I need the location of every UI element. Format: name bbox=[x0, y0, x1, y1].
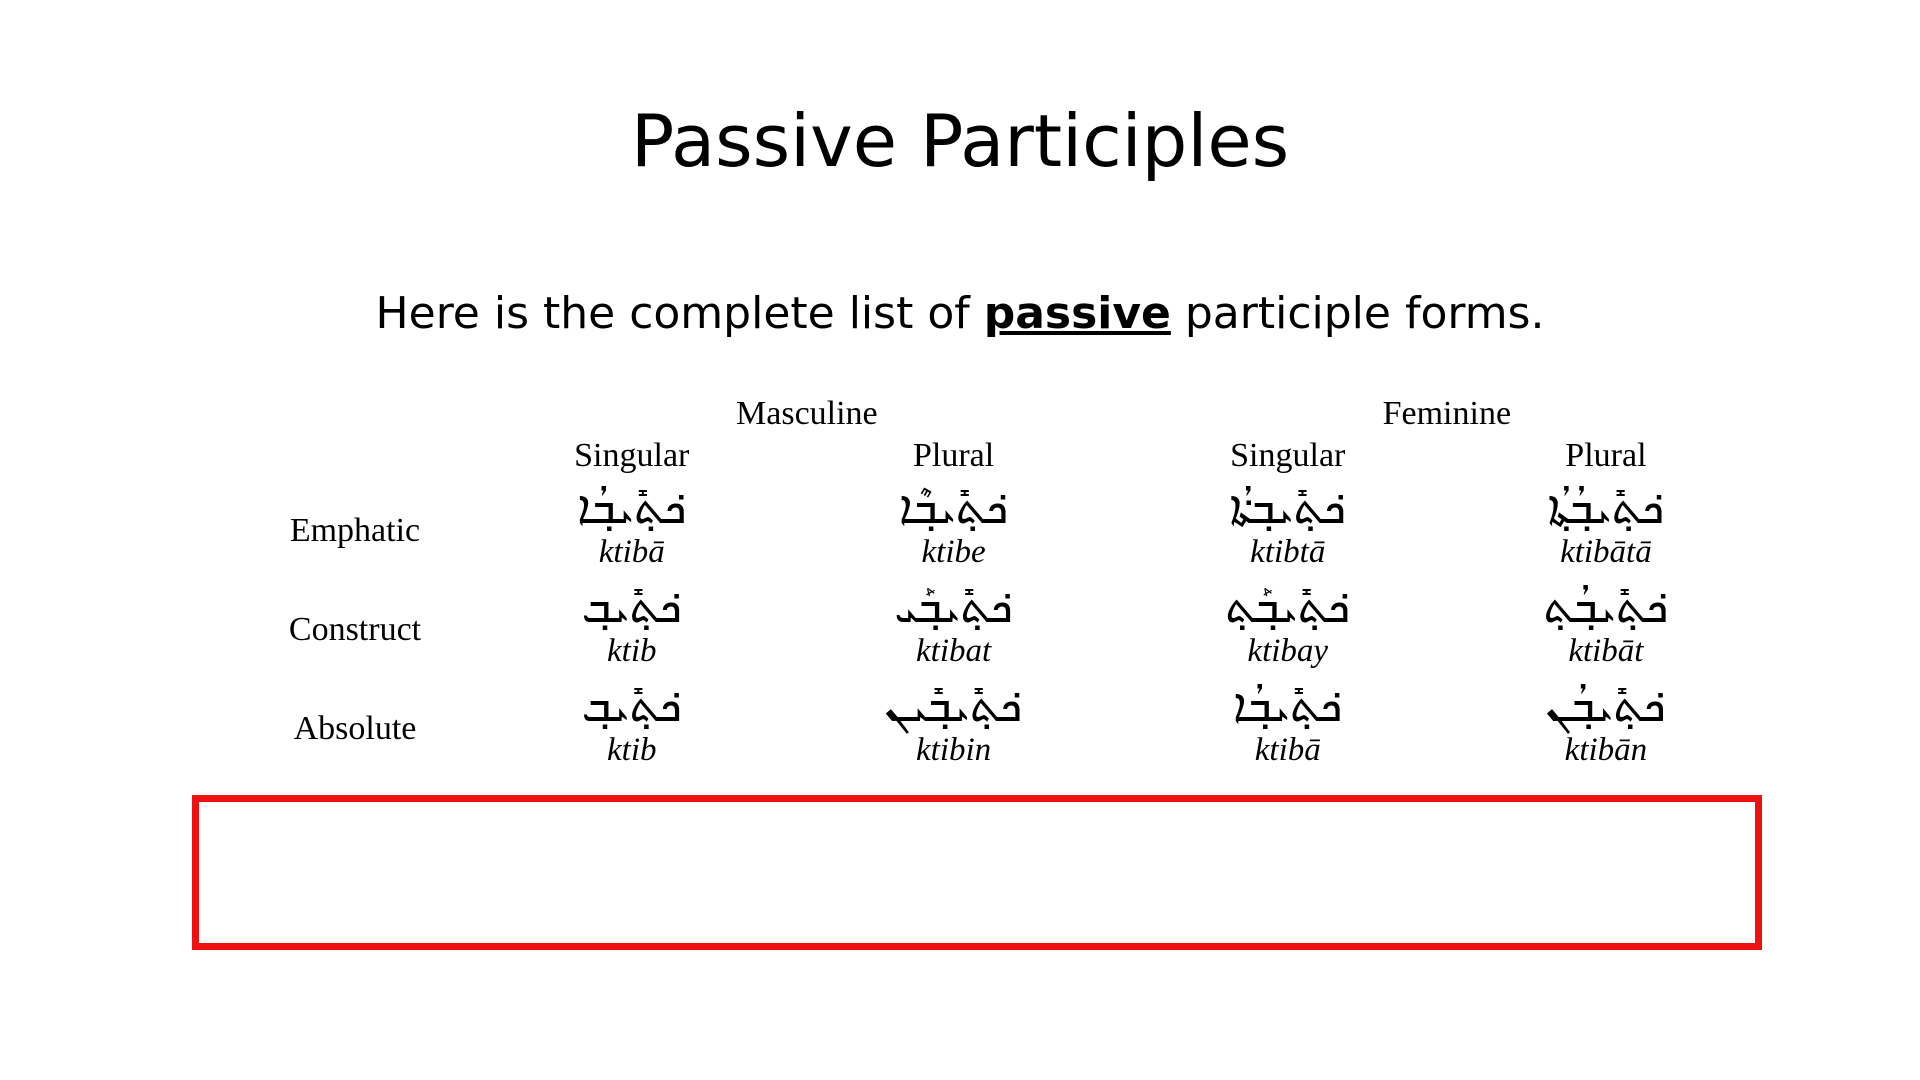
translit-emphatic-fem-pl: ktibātā bbox=[1560, 533, 1652, 570]
gender-header-feminine: Feminine bbox=[1382, 395, 1512, 432]
translit-absolute-fem-sg: ktibā bbox=[1254, 732, 1321, 769]
form-construct-fem-pl-syriac: ܟ݁ܬ݂ܺܝܒ݂ܳܬ݂ bbox=[1543, 579, 1669, 634]
number-header-masc-plural: Plural bbox=[912, 437, 995, 474]
translit-absolute-masc-sg: ktib bbox=[607, 732, 657, 769]
translit-absolute-masc-pl: ktibin bbox=[916, 732, 992, 769]
form-emphatic-fem-sg-syriac: ܟ݁ܬ݂ܺܝܒ݂ܬ݁ܳܐ bbox=[1229, 480, 1347, 534]
row-label-absolute: Absolute bbox=[293, 709, 417, 747]
translit-emphatic-fem-sg: ktibtā bbox=[1250, 533, 1326, 570]
gender-header-row bbox=[195, 395, 1765, 437]
number-header-fem-singular: Singular bbox=[1230, 437, 1346, 474]
number-header-fem-plural: Plural bbox=[1565, 437, 1647, 474]
translit-construct-masc-sg: ktib bbox=[607, 633, 657, 670]
translit-construct-fem-sg: ktibay bbox=[1247, 633, 1329, 670]
page-title: Passive Participles bbox=[630, 99, 1290, 183]
subtitle-emphasis: passive bbox=[983, 288, 1171, 339]
paradigm-table-wrapper bbox=[195, 395, 1765, 779]
form-absolute-masc-sg-syriac: ܟ݁ܬ݂ܺܝܒ݂ bbox=[581, 678, 682, 733]
form-construct-masc-pl-syriac: ܟ݁ܬ݂ܺܝܒ݂ܰܝ bbox=[894, 579, 1013, 634]
form-emphatic-masc-pl-syriac: ܟ݁ܬ݂ܺܝܒ݂ܶܐ bbox=[898, 480, 1009, 534]
subtitle-text-after: participle forms. bbox=[1170, 288, 1545, 339]
table-row bbox=[195, 679, 1765, 732]
number-header-masc-singular: Singular bbox=[574, 437, 690, 474]
form-construct-masc-sg-syriac: ܟ݁ܬ݂ܺܝܒ݂ bbox=[581, 579, 682, 634]
translit-emphatic-masc-pl: ktibe bbox=[921, 533, 986, 570]
row-label-construct: Construct bbox=[288, 610, 422, 648]
subtitle-text-before: Here is the complete list of bbox=[375, 288, 984, 339]
translit-construct-fem-pl: ktibāt bbox=[1568, 633, 1644, 670]
form-construct-fem-sg-syriac: ܟ݁ܬ݂ܺܝܒ݂ܰܬ݂ bbox=[1225, 579, 1351, 634]
corner-cell-empty bbox=[195, 395, 485, 437]
paradigm-table bbox=[195, 395, 1765, 779]
form-emphatic-masc-sg-syriac: ܟ݁ܬ݂ܺܝܒ݂ܳܐ bbox=[577, 480, 687, 534]
form-absolute-masc-pl-syriac: ܟ݁ܬ݂ܺܝܒ݂ܺܝܢ bbox=[884, 678, 1023, 733]
row-label-emphatic: Emphatic bbox=[289, 511, 421, 549]
form-emphatic-fem-pl-syriac: ܟ݁ܬ݂ܺܝܒ݂ܳܬ݂ܳܐ bbox=[1547, 480, 1665, 534]
corner-cell-empty-2 bbox=[195, 437, 485, 481]
slide-subtitle bbox=[0, 288, 1920, 339]
translit-absolute-fem-pl: ktibān bbox=[1564, 732, 1648, 769]
absolute-row-highlight-box bbox=[192, 795, 1762, 950]
form-absolute-fem-sg-syriac: ܟ݁ܬ݂ܺܝܒ݂ܳܐ bbox=[1233, 678, 1343, 733]
translit-construct-masc-pl: ktibat bbox=[916, 633, 992, 670]
table-row bbox=[195, 481, 1765, 534]
form-absolute-fem-pl-syriac: ܟ݁ܬ݂ܺܝܒ݂ܳܢ bbox=[1546, 678, 1666, 733]
translit-emphatic-masc-sg: ktibā bbox=[598, 533, 665, 570]
number-header-row bbox=[195, 437, 1765, 481]
gender-header-masculine: Masculine bbox=[736, 395, 878, 432]
table-row bbox=[195, 580, 1765, 633]
